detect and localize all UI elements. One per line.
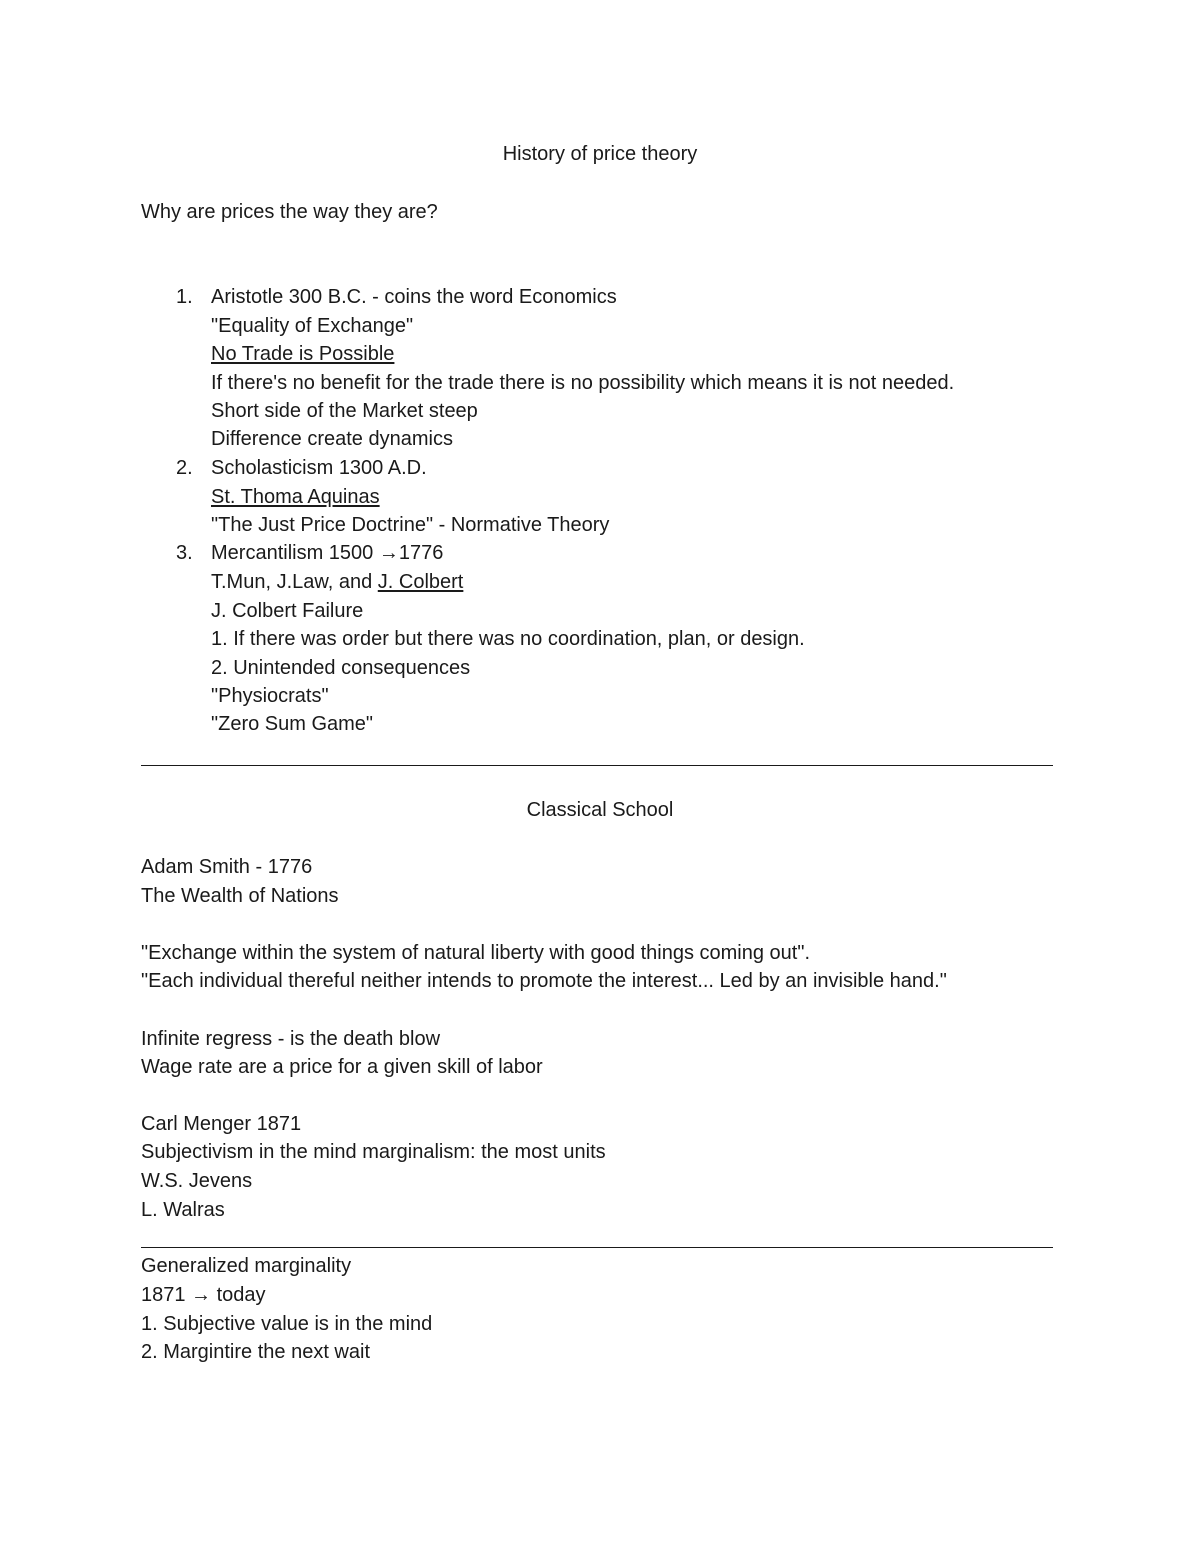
text-line: Infinite regress - is the death blow — [141, 1028, 441, 1050]
list-line: "Physiocrats" — [211, 685, 329, 707]
underlined-line: St. Thoma Aquinas — [211, 486, 380, 508]
document-title: History of price theory — [502, 143, 698, 165]
list-line: "Equality of Exchange" — [211, 315, 414, 337]
list-item-mercantilism: Mercantilism 1500 →1776 — [211, 542, 444, 564]
text-line: 2. Margintire the next wait — [141, 1341, 370, 1363]
underlined-line: No Trade is Possible — [211, 343, 395, 365]
text-line: Adam Smith - 1776 — [141, 856, 313, 878]
list-line: "The Just Price Doctrine" - Normative Theory — [211, 514, 610, 536]
underlined-name: J. Colbert — [377, 571, 464, 593]
list-line: Difference create dynamics — [211, 428, 453, 450]
authors-text: T.Mun, J.Law, and — [211, 571, 378, 593]
list-line: Short side of the Market steep — [211, 400, 478, 422]
text-line: Carl Menger 1871 — [141, 1113, 302, 1135]
list-line: "Zero Sum Game" — [211, 713, 374, 735]
section-divider — [141, 1247, 1053, 1248]
text-line: Wage rate are a price for a given skill of labor — [141, 1056, 543, 1078]
list-line: If there's no benefit for the trade there is no possibility which means it is not needed. — [211, 372, 955, 394]
intro-question: Why are prices the way they are? — [141, 201, 438, 223]
list-line — [211, 570, 463, 594]
text-line: L. Walras — [141, 1199, 225, 1221]
list-marker-1: 1. — [176, 286, 193, 308]
list-item-aristotle: Aristotle 300 B.C. - coins the word Economics — [211, 286, 617, 308]
quote-line: "Exchange within the system of natural liberty with good things coming out". — [141, 942, 810, 964]
list-marker-3: 3. — [176, 542, 193, 564]
text-line: The Wealth of Nations — [141, 885, 339, 907]
section-divider — [141, 765, 1053, 766]
list-marker-2: 2. — [176, 457, 193, 479]
list-line: 1. If there was order but there was no coordination, plan, or design. — [211, 628, 805, 650]
quote-line: "Each individual thereful neither intends to promote the interest... Led by an invisible hand." — [141, 970, 947, 992]
list-item-scholasticism: Scholasticism 1300 A.D. — [211, 457, 427, 479]
text-line: 1. Subjective value is in the mind — [141, 1313, 433, 1335]
marginality-heading: Generalized marginality — [141, 1255, 352, 1277]
classical-heading: Classical School — [526, 799, 674, 821]
text-line: W.S. Jevens — [141, 1170, 253, 1192]
text-line: 1871 → today — [141, 1284, 266, 1306]
list-line: 2. Unintended consequences — [211, 657, 471, 679]
list-line: J. Colbert Failure — [211, 600, 364, 622]
text-line: Subjectivism in the mind marginalism: the most units — [141, 1141, 606, 1163]
